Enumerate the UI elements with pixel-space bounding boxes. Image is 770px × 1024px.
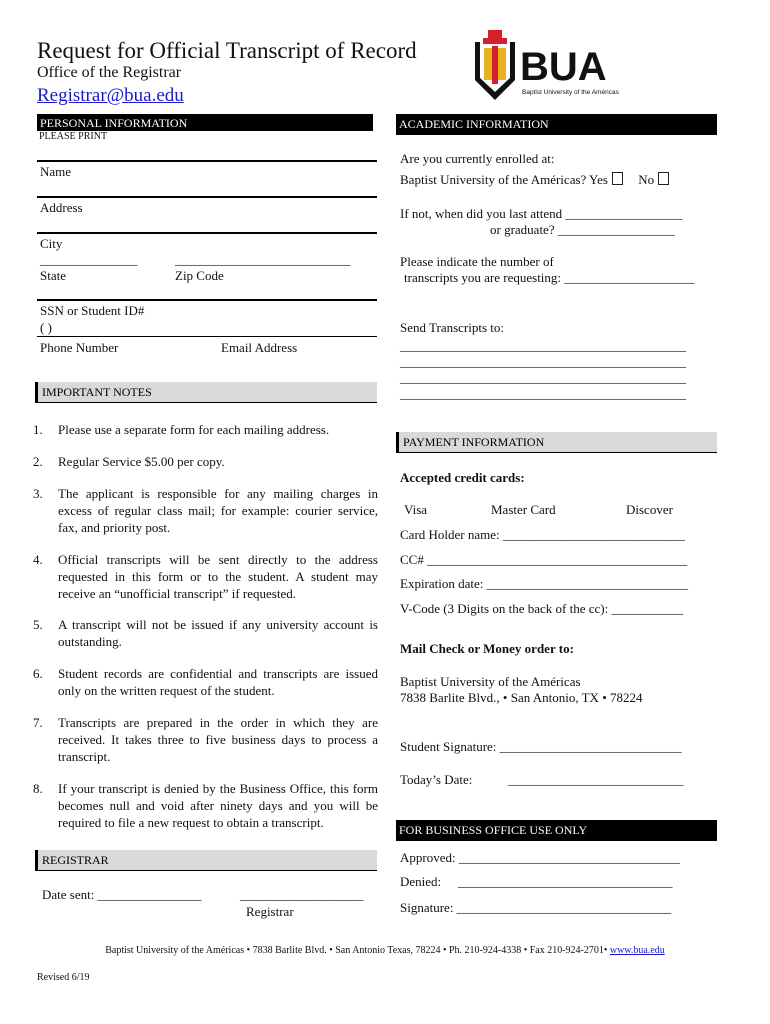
ssn-line (37, 299, 377, 301)
send-line-1[interactable]: ____________________________________________ (400, 338, 686, 353)
zip-label[interactable]: Zip Code (175, 268, 224, 283)
mail-name: Baptist University of the Américas (400, 674, 581, 689)
denied-label: Denied: (400, 874, 442, 889)
note-item-8: 8. If your transcript is denied by the Business Office, this form becomes null and void after ninety days and you will be required to file a new request to obtain a transcript. (33, 781, 378, 830)
student-signature-field[interactable]: Student Signature: ____________________________ (400, 739, 682, 754)
zip-blank: ___________________________ (175, 252, 351, 267)
todays-date-label: Today’s Date: (400, 772, 473, 787)
last-attend-field[interactable]: If not, when did you last attend __________________ (400, 206, 683, 221)
important-notes-header: IMPORTANT NOTES (35, 382, 377, 403)
enrolled-question: Are you currently enrolled at: (400, 151, 555, 166)
website-link[interactable]: www.bua.edu (609, 945, 665, 956)
city-line (37, 232, 377, 234)
cc-number-field[interactable]: CC# ________________________________________ (400, 552, 688, 567)
email-label[interactable]: Email Address (221, 340, 298, 355)
registrar-label: Registrar (246, 904, 294, 919)
business-office-header: FOR BUSINESS OFFICE USE ONLY (396, 820, 717, 841)
logo-tagline: Baptist University of the Américas (522, 89, 619, 96)
payment-info-header: PAYMENT INFORMATION (396, 432, 717, 453)
vcode-field[interactable]: V-Code (3 Digits on the back of the cc): ___________ (400, 601, 683, 616)
note-item-2: 2. Regular Service $5.00 per copy. (33, 454, 225, 469)
yes-checkbox[interactable] (612, 172, 623, 185)
city-label[interactable]: City (40, 236, 63, 251)
note-item-1: 1. Please use a separate form for each mailing address. (33, 422, 330, 437)
note-item-6: 6. Student records are confidential and transcripts are issued only on the written request of the student. (33, 666, 378, 698)
registrar-header: REGISTRAR (35, 850, 377, 871)
accepted-cards-label: Accepted credit cards: (400, 470, 525, 485)
note-item-7: 7. Transcripts are prepared in the order in which they are received. It takes three to five business days to process a transcript. (33, 715, 378, 764)
personal-info-header: PERSONAL INFORMATION (37, 114, 373, 131)
note-item-5: 5. A transcript will not be issued if any university account is outstanding. (33, 617, 378, 649)
no-checkbox[interactable] (658, 172, 669, 185)
please-print-note: PLEASE PRINT (39, 131, 108, 142)
registrar-signature-blank[interactable]: ___________________ (240, 887, 364, 902)
graduate-field[interactable]: or graduate? __________________ (490, 222, 675, 237)
approved-field[interactable]: Approved: __________________________________ (400, 850, 680, 865)
logo-text: BUA (520, 45, 607, 89)
note-item-4: 4. Official transcripts will be sent directly to the address requested in this form or to the student. A student may receive an “unofficial transcript” if requested. (33, 552, 378, 601)
registrar-divider (35, 870, 377, 871)
business-signature-field[interactable]: Signature: _________________________________ (400, 900, 672, 915)
name-line (37, 160, 377, 162)
bua-logo (470, 30, 630, 105)
card-holder-field[interactable]: Card Holder name: ____________________________ (400, 527, 685, 542)
note-item-3: 3. The applicant is responsible for any mailing charges in excess of regular class mail; for example: courier service, fax, and priority post. (33, 486, 378, 535)
revised-date: Revised 6/19 (37, 972, 90, 983)
address-line (37, 196, 377, 198)
name-label[interactable]: Name (40, 164, 72, 179)
discover-option[interactable]: Discover (626, 502, 673, 517)
number-label: Please indicate the number of (400, 254, 554, 269)
send-line-3[interactable]: ____________________________________________ (400, 370, 686, 385)
number-field[interactable]: transcripts you are requesting: ____________________ (404, 270, 695, 285)
send-line-4[interactable]: ____________________________________________ (400, 386, 686, 401)
todays-date-field[interactable]: ___________________________ (508, 772, 684, 787)
academic-info-header: ACADEMIC INFORMATION (396, 114, 717, 135)
visa-option[interactable]: Visa (404, 502, 428, 517)
send-to-label: Send Transcripts to: (400, 320, 505, 335)
address-label[interactable]: Address (40, 200, 83, 215)
state-label[interactable]: State (40, 268, 66, 283)
send-line-2[interactable]: ____________________________________________ (400, 354, 686, 369)
mail-check-heading: Mail Check or Money order to: (400, 641, 574, 656)
denied-field[interactable]: _________________________________ (458, 874, 673, 889)
payment-divider (396, 452, 717, 453)
date-sent-field[interactable]: Date sent: ________________ (42, 887, 202, 902)
mail-address: 7838 Barlite Blvd., • San Antonio, TX • 78224 (400, 690, 643, 705)
office-subtitle: Office of the Registrar (37, 64, 182, 81)
notes-divider (35, 402, 377, 403)
enrolled-yes-no: Baptist University of the Américas? Yes No (400, 172, 669, 188)
mastercard-option[interactable]: Master Card (491, 502, 556, 517)
registrar-email-link[interactable]: Registrar@bua.edu (37, 85, 184, 106)
ssn-label[interactable]: SSN or Student ID# (40, 303, 145, 318)
expiration-field[interactable]: Expiration date: _______________________________ (400, 576, 689, 591)
phone-label[interactable]: Phone Number (40, 340, 119, 355)
phone-line (37, 336, 377, 337)
footer-contact: Baptist University of the Américas • 7838 Barlite Blvd. • San Antonio Texas, 78224 • Ph. 210-924-4338 • Fax 210-924-2701• www.bua.edu (105, 945, 665, 956)
page-title: Request for Official Transcript of Record (37, 38, 417, 63)
phone-paren: ( ) (40, 320, 52, 335)
state-blank: _______________ (40, 252, 138, 267)
